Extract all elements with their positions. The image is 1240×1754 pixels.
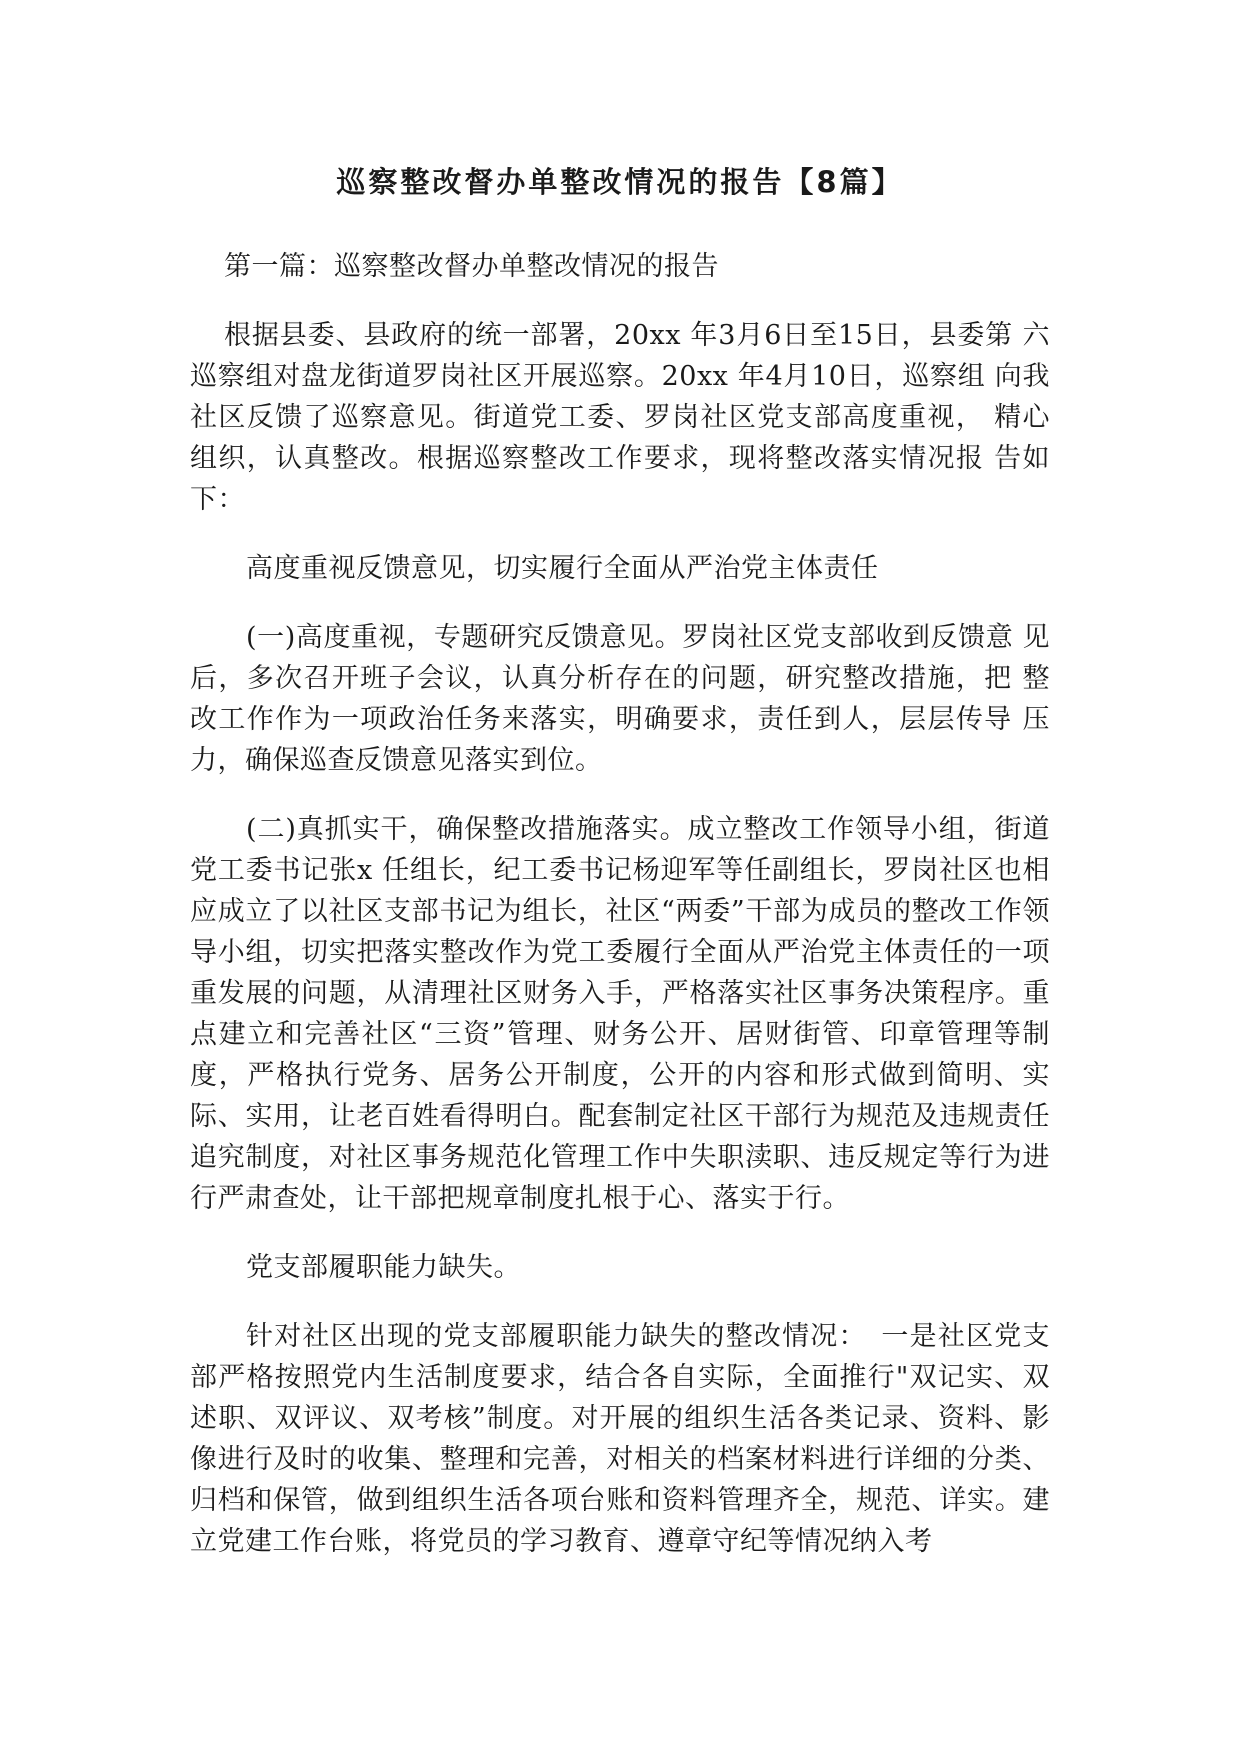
subheading-high-attention: 高度重视反馈意见，切实履行全面从严治党主体责任	[246, 553, 879, 584]
section-heading-part-one: 第一篇：巡察整改督办单整改情况的报告	[224, 251, 719, 282]
paragraph-point-one: (一)高度重视，专题研究反馈意见。罗岗社区党支部收到反馈意 见后，多次召开班子会议，认真分析存在的问题，研究整改措施，把 整改工作作为一项政治任务来落实，明确要求，责任到人，层层传导 压力，确保巡查反馈意见落实到位。	[190, 622, 1050, 776]
subheading-capacity-gap: 党支部履职能力缺失。	[246, 1252, 521, 1283]
document-title: 巡察整改督办单整改情况的报告【8篇】	[336, 165, 904, 199]
document-body	[190, 246, 1050, 1590]
paragraph-rectification: 针对社区出现的党支部履职能力缺失的整改情况： 一是社区党支部严格按照党内生活制度要求，结合各自实际，全面推行"双记实、双述职、双评议、双考核”制度。对开展的组织生活各类记录、资料、影像进行及时的收集、整理和完善，对相关的档案材料进行详细的分类、归档和保管，做到组织生活各项台账和资料管理齐全，规范、详实。建立党建工作台账，将党员的学习教育、遵章守纪等情况纳入考	[190, 1321, 1050, 1557]
paragraph-point-two: (二)真抓实干，确保整改措施落实。成立整改工作领导小组，街道党工委书记张x 任组长，纪工委书记杨迎军等任副组长，罗岗社区也相应成立了以社区支部书记为组长，社区“两委”干部为成员的整改工作领导小组，切实把落实整改作为党工委履行全面从严治党主体责任的一项重发展的问题，从清理社区财务入手，严格落实社区事务决策程序。重点建立和完善社区“三资”管理、财务公开、居财街管、印章管理等制度，严格执行党务、居务公开制度，公开的内容和形式做到简明、实际、实用，让老百姓看得明白。配套制定社区干部行为规范及违规责任追究制度，对社区事务规范化管理工作中失职渎职、违反规定等行为进行严肃查处，让干部把规章制度扎根于心、落实于行。	[190, 814, 1050, 1214]
paragraph-intro: 根据县委、县政府的统一部署，20xx 年3月6日至15日，县委第 六巡察组对盘龙街道罗岗社区开展巡察。20xx 年4月10日，巡察组 向我社区反馈了巡察意见。街道党工委、罗岗社区党支部高度重视， 精心组织，认真整改。根据巡察整改工作要求，现将整改落实情况报 告如下：	[190, 320, 1050, 515]
